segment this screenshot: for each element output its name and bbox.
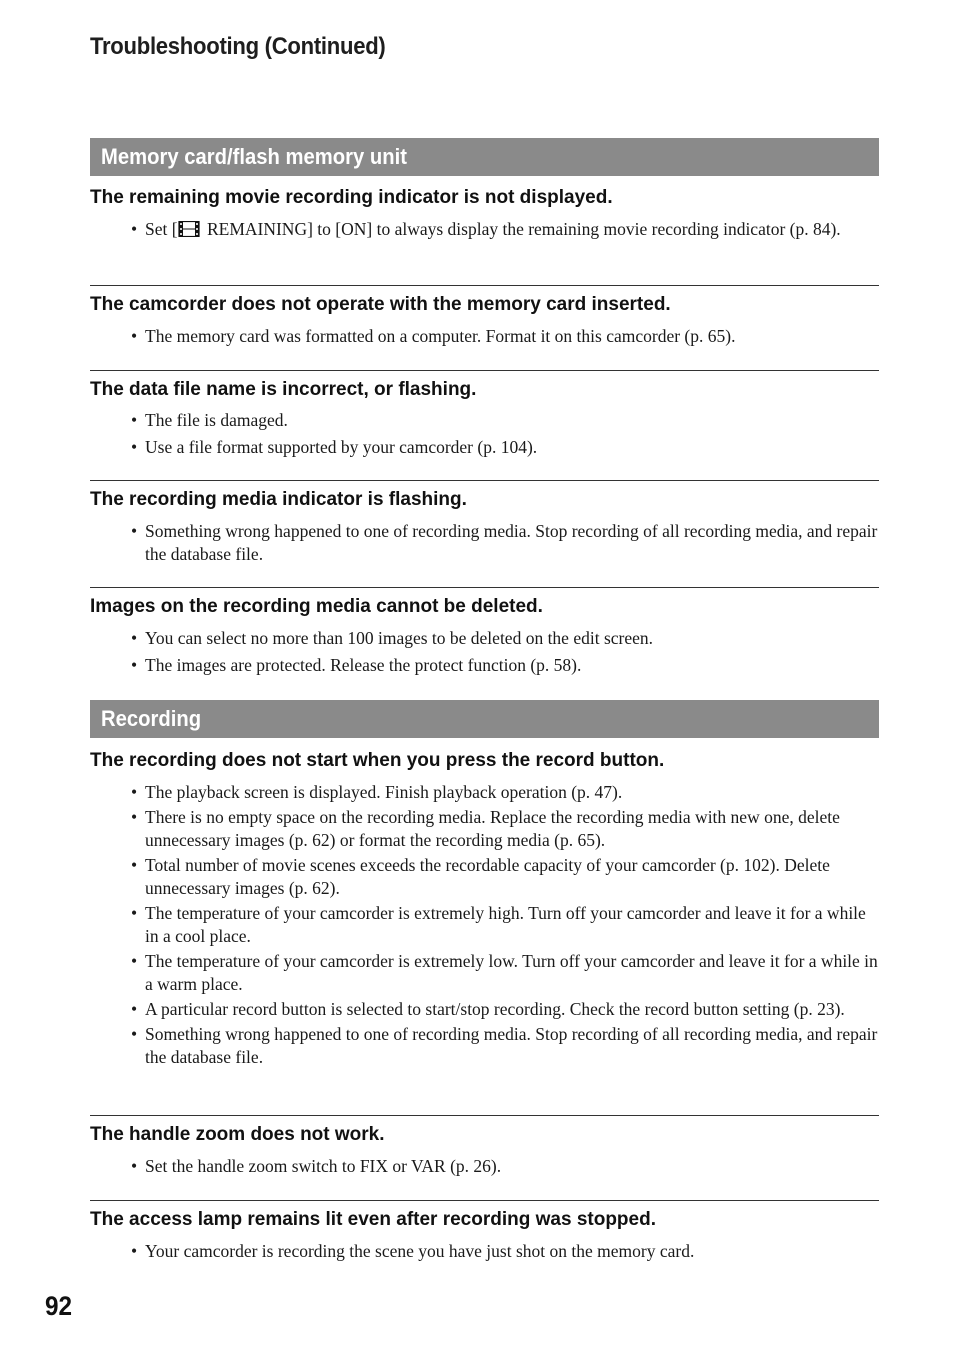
divider: [90, 587, 879, 588]
question-heading: The data file name is incorrect, or flashing.: [90, 379, 477, 400]
question-heading: The remaining movie recording indicator is not displayed.: [90, 187, 613, 208]
answer-item: • Set the handle zoom switch to FIX or VAR (p. 26).: [130, 1155, 880, 1178]
movie-film-icon: [178, 221, 200, 237]
question-heading: Images on the recording media cannot be deleted.: [90, 596, 543, 617]
divider: [90, 1200, 879, 1201]
answer-item: • The file is damaged.: [130, 409, 880, 432]
answer-list: [130, 409, 880, 461]
running-head: Troubleshooting (Continued): [90, 33, 386, 60]
section-header-recording: Recording: [90, 700, 879, 738]
page-number: 92: [45, 1291, 73, 1321]
answer-item: • Your camcorder is recording the scene you have just shot on the memory card.: [130, 1240, 880, 1263]
answer-item: • You can select no more than 100 images to be deleted on the edit screen.: [130, 627, 880, 650]
answer-item: • There is no empty space on the recording media. Replace the recording media with new one, delete unnecessary images (p. 62) or format the recording media (p. 65).: [130, 806, 880, 852]
section-header-memory-card: Memory card/flash memory unit: [90, 138, 879, 176]
divider: [90, 285, 879, 286]
divider: [90, 480, 879, 481]
answer-list: [130, 1240, 880, 1265]
question-heading: The recording media indicator is flashing.: [90, 489, 467, 510]
answer-list: [130, 218, 880, 243]
answer-item: • Total number of movie scenes exceeds the recordable capacity of your camcorder (p. 102). Delete unnecessary images (p. 62).: [130, 854, 880, 900]
question-heading: The recording does not start when you press the record button.: [90, 750, 665, 771]
answer-item: • Something wrong happened to one of recording media. Stop recording of all recording media, and repair the database file.: [130, 520, 880, 566]
answer-item: • Use a file format supported by your camcorder (p. 104).: [130, 436, 880, 459]
answer-list: [130, 520, 880, 568]
answer-item: • The images are protected. Release the protect function (p. 58).: [130, 654, 880, 677]
answer-item: • A particular record button is selected to start/stop recording. Check the record button setting (p. 23).: [130, 998, 880, 1021]
question-heading: The handle zoom does not work.: [90, 1124, 385, 1145]
answer-item: • The temperature of your camcorder is extremely high. Turn off your camcorder and leave it for a while in a cool place.: [130, 902, 880, 948]
divider: [90, 370, 879, 371]
divider: [90, 1115, 879, 1116]
answer-list: [130, 627, 880, 679]
answer-list: [130, 325, 880, 350]
question-heading: The camcorder does not operate with the memory card inserted.: [90, 294, 671, 315]
answer-item: • Set [ REMAINING] to [ON] to always display the remaining movie recording indicator (p. 84).: [130, 218, 880, 241]
answer-item: • The memory card was formatted on a computer. Format it on this camcorder (p. 65).: [130, 325, 880, 348]
answer-list: [130, 1155, 880, 1180]
answer-item: • Something wrong happened to one of recording media. Stop recording of all recording media, and repair the database file.: [130, 1023, 880, 1069]
question-heading: The access lamp remains lit even after recording was stopped.: [90, 1209, 656, 1230]
answer-list: [130, 781, 880, 1071]
answer-item: • The temperature of your camcorder is extremely low. Turn off your camcorder and leave it for a while in a warm place.: [130, 950, 880, 996]
answer-item: • The playback screen is displayed. Finish playback operation (p. 47).: [130, 781, 880, 804]
